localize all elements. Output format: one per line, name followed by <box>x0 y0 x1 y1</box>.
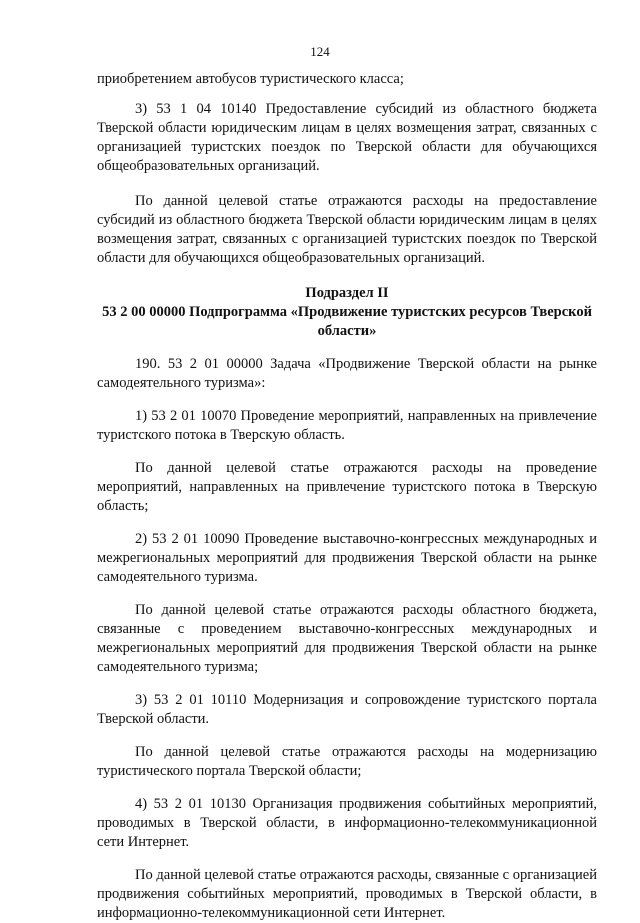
paragraph-item-2-description: По данной целевой статье отражаются расходы областного бюджета, связанные с проведением выставочно-конгрессных международных и межрегиональных мероприятий для продвижения Тверской области на рынке самодеятельного туризма; <box>97 602 597 675</box>
paragraph-item-4: 4) 53 2 01 10130 Организация продвижения событийных мероприятий, проводимых в Тверской области, в информационно-телекоммуникационной сети Интернет. <box>97 796 597 850</box>
page-number: 124 <box>310 44 330 59</box>
paragraph-expense-description: По данной целевой статье отражаются расходы на предоставление субсидий из областного бюджета Тверской области юридическим лицам в целях возмещения затрат, связанных с организацией туристских поездок по Тверской области для обучающихся общеобразовательных организаций. <box>97 193 597 266</box>
paragraph-item-1-description: По данной целевой статье отражаются расходы на проведение мероприятий, направленных на привлечение туристского потока в Тверскую область; <box>97 460 597 514</box>
subprogram-title: 53 2 00 00000 Подпрограмма «Продвижение туристских ресурсов Тверской области» <box>102 304 592 339</box>
paragraph-item-1: 1) 53 2 01 10070 Проведение мероприятий, направленных на привлечение туристского потока в Тверскую область. <box>97 408 597 443</box>
paragraph-continuation: приобретением автобусов туристического класса; <box>97 71 404 87</box>
paragraph-item-3: 3) 53 2 01 10110 Модернизация и сопровождение туристского портала Тверской области. <box>97 692 597 727</box>
paragraph-item-3-description: По данной целевой статье отражаются расходы на модернизацию туристического портала Тверской области; <box>97 744 597 779</box>
subsection-title: Подраздел II <box>305 285 389 301</box>
paragraph-item-2: 2) 53 2 01 10090 Проведение выставочно-конгрессных международных и межрегиональных мероприятий для продвижения Тверской области на рынке самодеятельного туризма. <box>97 531 597 585</box>
document-body <box>97 70 597 923</box>
paragraph-item-3-subsidies: 3) 53 1 04 10140 Предоставление субсидий из областного бюджета Тверской области юридическим лицам в целях возмещения затрат, связанных с организацией туристских поездок по Тверской области для обучающихся общеобразовательных организаций. <box>97 101 597 174</box>
paragraph-item-4-description: По данной целевой статье отражаются расходы, связанные с организацией продвижения событийных мероприятий, проводимых в Тверской области, в информационно-телекоммуникационной сети Интернет. <box>97 867 597 921</box>
paragraph-task-190: 190. 53 2 01 00000 Задача «Продвижение Тверской области на рынке самодеятельного туризма»: <box>97 356 597 391</box>
